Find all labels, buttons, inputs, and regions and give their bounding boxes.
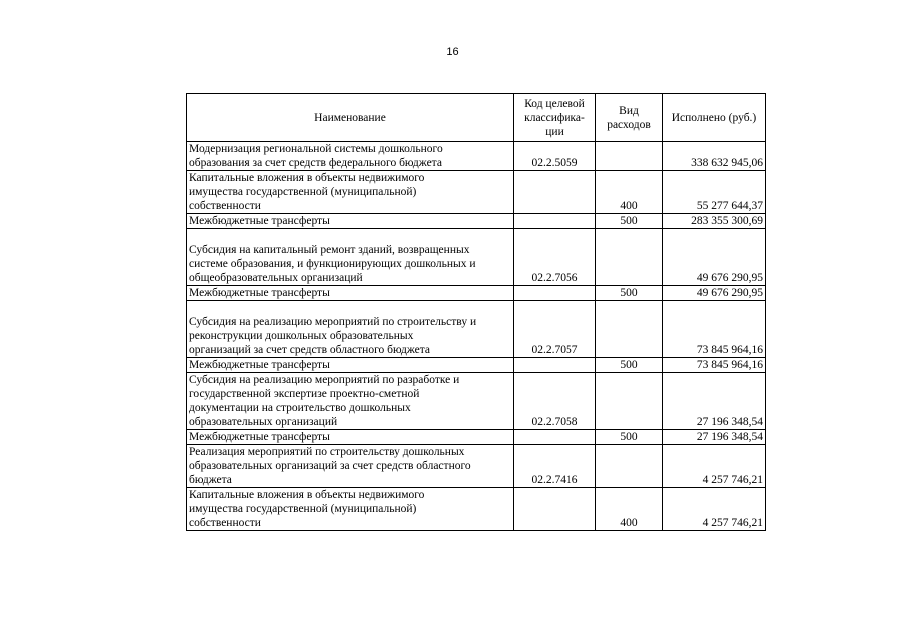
cell-name: Модернизация региональной системы дошкольного образования за счет средств федерального бюджета: [187, 142, 514, 171]
cell-code: 02.2.5059: [514, 142, 596, 171]
cell-sum: 49 676 290,95: [663, 229, 766, 286]
cell-code: 02.2.7416: [514, 445, 596, 488]
cell-name: Капитальные вложения в объекты недвижимого имущества государственной (муниципальной) собственности: [187, 171, 514, 214]
table-row: [187, 229, 766, 286]
table-row: [187, 430, 766, 445]
table-row: [187, 373, 766, 430]
cell-code: [514, 358, 596, 373]
cell-type: 400: [596, 488, 663, 531]
cell-code: 02.2.7058: [514, 373, 596, 430]
cell-name: Межбюджетные трансферты: [187, 430, 514, 445]
cell-sum: 27 196 348,54: [663, 373, 766, 430]
cell-type: 500: [596, 358, 663, 373]
cell-sum: 283 355 300,69: [663, 214, 766, 229]
cell-type: [596, 229, 663, 286]
cell-code: [514, 286, 596, 301]
cell-sum: 73 845 964,16: [663, 301, 766, 358]
cell-type: 500: [596, 214, 663, 229]
cell-name: Реализация мероприятий по строительству дошкольных образовательных организаций за счет средств областного бюджета: [187, 445, 514, 488]
cell-sum: 55 277 644,37: [663, 171, 766, 214]
header-name: Наименование: [187, 94, 514, 142]
table-row: [187, 142, 766, 171]
header-type: Вид расходов: [596, 94, 663, 142]
header-code: Код целевой классифика-ции: [514, 94, 596, 142]
cell-sum: 49 676 290,95: [663, 286, 766, 301]
header-sum: Исполнено (руб.): [663, 94, 766, 142]
table-header-row: [187, 94, 766, 142]
cell-code: 02.2.7057: [514, 301, 596, 358]
table-row: [187, 214, 766, 229]
table-row: [187, 358, 766, 373]
cell-sum: 27 196 348,54: [663, 430, 766, 445]
cell-type: 500: [596, 430, 663, 445]
cell-sum: 4 257 746,21: [663, 488, 766, 531]
cell-code: [514, 430, 596, 445]
cell-code: [514, 171, 596, 214]
cell-name: Субсидия на реализацию мероприятий по разработке и государственной экспертизе проектно-сметной документации на строительство дошкольных образовательных организаций: [187, 373, 514, 430]
table-row: [187, 488, 766, 531]
cell-code: [514, 214, 596, 229]
cell-sum: 338 632 945,06: [663, 142, 766, 171]
cell-sum: 73 845 964,16: [663, 358, 766, 373]
cell-type: [596, 445, 663, 488]
cell-type: 400: [596, 171, 663, 214]
cell-name: Субсидия на капитальный ремонт зданий, возвращенных системе образования, и функционирующих дошкольных и общеобразовательных организаций: [187, 229, 514, 286]
cell-code: [514, 488, 596, 531]
page-number: 16: [446, 46, 459, 58]
table-row: [187, 171, 766, 214]
cell-name: Субсидия на реализацию мероприятий по строительству и реконструкции дошкольных образовательных организаций за счет средств областного бюджета: [187, 301, 514, 358]
cell-type: [596, 142, 663, 171]
table-row: [187, 445, 766, 488]
table-row: [187, 286, 766, 301]
cell-name: Капитальные вложения в объекты недвижимого имущества государственной (муниципальной) собственности: [187, 488, 514, 531]
cell-type: [596, 373, 663, 430]
cell-type: 500: [596, 286, 663, 301]
cell-name: Межбюджетные трансферты: [187, 358, 514, 373]
cell-name: Межбюджетные трансферты: [187, 214, 514, 229]
table-row: [187, 301, 766, 358]
budget-table: [186, 93, 766, 531]
cell-sum: 4 257 746,21: [663, 445, 766, 488]
cell-code: 02.2.7056: [514, 229, 596, 286]
cell-type: [596, 301, 663, 358]
cell-name: Межбюджетные трансферты: [187, 286, 514, 301]
